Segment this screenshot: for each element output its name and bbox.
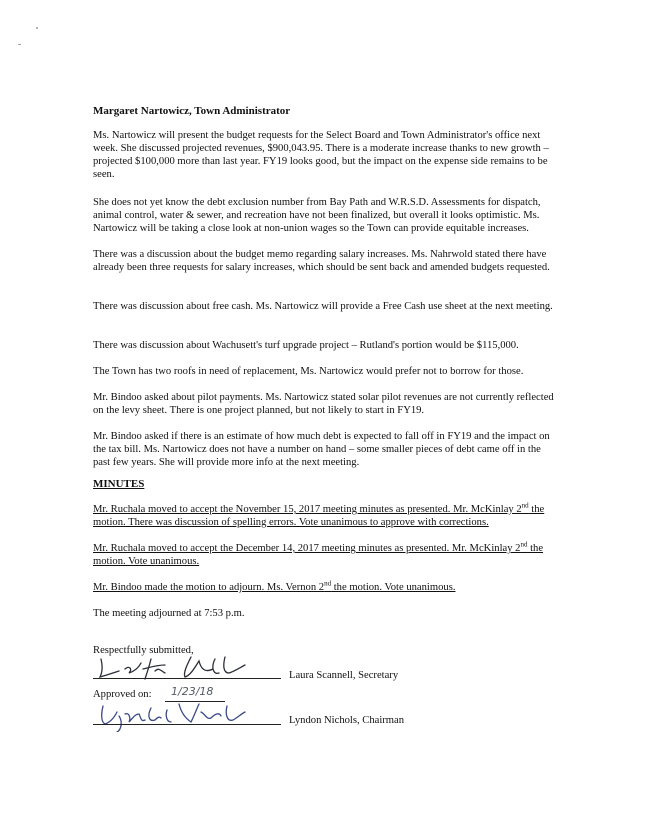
motion-text: Mr. Ruchala moved to accept the December 14, 2017 meeting minutes as presented. Mr. McKinlay 2 bbox=[93, 543, 521, 554]
motion-text: Mr. Bindoo made the motion to adjourn. Ms. Vernon 2 bbox=[93, 582, 325, 593]
scan-speck bbox=[36, 27, 38, 29]
ordinal-suffix: nd bbox=[520, 540, 528, 549]
signature-block bbox=[93, 645, 513, 735]
paragraph: There was discussion about Wachusett's turf upgrade project – Rutland's portion would be $115,000. bbox=[93, 340, 519, 351]
chairman-name: Lyndon Nichols, Chairman bbox=[289, 715, 405, 726]
chairman-signature bbox=[95, 700, 295, 732]
motion-text: the motion. Vote unanimous. bbox=[93, 543, 544, 567]
minutes-heading: MINUTES bbox=[93, 478, 145, 490]
respectfully-submitted: Respectfully submitted, bbox=[93, 645, 194, 656]
paragraph: The Town has two roofs in need of replacement, Ms. Nartowicz would prefer not to borrow for those. bbox=[93, 366, 524, 377]
minutes-motion-3 bbox=[93, 579, 456, 595]
paragraph: Mr. Bindoo asked about pilot payments. Ms. Nartowicz stated solar pilot revenues are not currently reflected on the levy sheet. There is one project planned, but not likely to start in FY19. bbox=[93, 392, 554, 416]
scan-speck bbox=[18, 44, 21, 45]
signature-line bbox=[93, 678, 281, 679]
ordinal-suffix: nd bbox=[521, 501, 529, 510]
secretary-name: Laura Scannell, Secretary bbox=[289, 670, 399, 681]
adjourned-time: The meeting adjourned at 7:53 p.m. bbox=[93, 608, 245, 619]
paragraph: There was a discussion about the budget memo regarding salary increases. Ms. Nahrwold stated there have already been three requests for salary increases, which should be sent back and amended budgets requested. bbox=[93, 249, 550, 273]
paragraph: She does not yet know the debt exclusion number from Bay Path and W.R.S.D. Assessments for dispatch, animal control, water & sewer, and recreation have not been finalized, but overall it looks optimistic. Ms. Nartowicz will be taking a close look at non-union wages so the Town can provide equitable increases. bbox=[93, 197, 541, 234]
ordinal-suffix: nd bbox=[324, 579, 332, 588]
signature-line bbox=[93, 724, 281, 725]
paragraph: Ms. Nartowicz will present the budget requests for the Select Board and Town Administrator's office next week. She discussed projected revenues, $900,043.95. There is a moderate increase thanks to new growth – projected $100,000 more than last year. FY19 looks good, but the impact on the expense side remains to be seen. bbox=[93, 130, 549, 180]
paragraph: There was discussion about free cash. Ms. Nartowicz will provide a Free Cash use sheet at the next meeting. bbox=[93, 301, 553, 312]
minutes-motion-2 bbox=[93, 540, 555, 569]
approved-date-handwritten: 1/23/18 bbox=[171, 685, 214, 698]
motion-text: Mr. Ruchala moved to accept the November 15, 2017 meeting minutes as presented. Mr. McKinlay 2 bbox=[93, 504, 522, 515]
section-title: Margaret Nartowicz, Town Administrator bbox=[93, 105, 291, 117]
approved-label: Approved on: bbox=[93, 689, 152, 700]
motion-text: the motion. Vote unanimous. bbox=[331, 582, 456, 593]
minutes-motion-1 bbox=[93, 501, 555, 530]
paragraph: Mr. Bindoo asked if there is an estimate of how much debt is expected to fall off in FY19 and the impact on the tax bill. Ms. Nartowicz does not have a number on hand – some smaller pieces of debt came off in the past few years. She will provide more info at the next meeting. bbox=[93, 431, 550, 468]
motion-text: the motion. There was discussion of spelling errors. Vote unanimous to approve with corrections. bbox=[93, 504, 545, 528]
